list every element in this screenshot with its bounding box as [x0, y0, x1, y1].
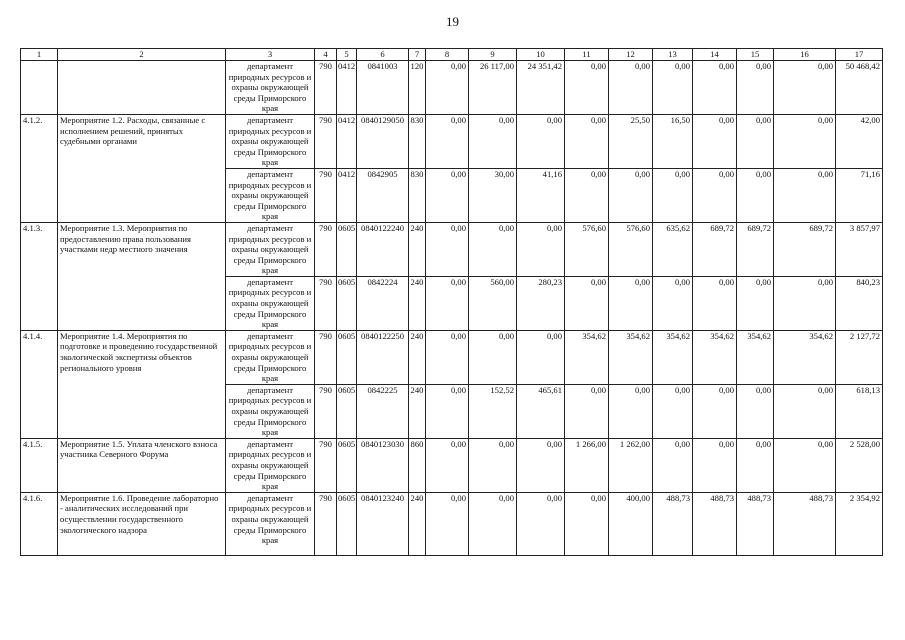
total-cell: 3 857,97	[836, 222, 883, 276]
header-cell: 2	[58, 49, 226, 61]
department-cell: департамент природных ресурсов и охраны окружающей среды Приморского края	[226, 492, 315, 555]
table-row	[21, 222, 883, 276]
value-cell: 354,62	[737, 330, 774, 384]
code-cell: 790	[315, 330, 337, 384]
code-cell: 790	[315, 114, 337, 168]
value-cell: 0,00	[565, 61, 609, 115]
code-cell: 0605	[337, 384, 357, 438]
value-cell: 0,00	[517, 222, 565, 276]
code-cell: 790	[315, 276, 337, 330]
value-cell: 0,00	[565, 114, 609, 168]
header-cell: 12	[609, 49, 653, 61]
header-cell: 4	[315, 49, 337, 61]
table-row	[21, 114, 883, 168]
value-cell: 152,52	[469, 384, 517, 438]
value-cell: 0,00	[426, 168, 469, 222]
value-cell: 0,00	[565, 168, 609, 222]
header-cell: 16	[774, 49, 836, 61]
value-cell: 0,00	[609, 276, 653, 330]
value-cell: 354,62	[565, 330, 609, 384]
code-cell: 0841003	[357, 61, 409, 115]
value-cell: 635,62	[653, 222, 693, 276]
total-cell: 618,13	[836, 384, 883, 438]
value-cell: 0,00	[426, 438, 469, 492]
item-number-cell: 4.1.5.	[21, 438, 58, 492]
item-number-cell: 4.1.3.	[21, 222, 58, 330]
value-cell: 26 117,00	[469, 61, 517, 115]
value-cell: 0,00	[653, 61, 693, 115]
code-cell: 830	[409, 114, 426, 168]
value-cell: 0,00	[653, 384, 693, 438]
total-cell: 42,00	[836, 114, 883, 168]
code-cell: 860	[409, 438, 426, 492]
code-cell: 240	[409, 384, 426, 438]
header-row	[21, 49, 883, 61]
value-cell: 0,00	[565, 492, 609, 555]
value-cell: 0,00	[469, 114, 517, 168]
department-cell: департамент природных ресурсов и охраны окружающей среды Приморского края	[226, 438, 315, 492]
table-row	[21, 330, 883, 384]
value-cell: 1 262,00	[609, 438, 653, 492]
value-cell: 0,00	[426, 276, 469, 330]
header-cell: 14	[693, 49, 737, 61]
value-cell: 354,62	[609, 330, 653, 384]
code-cell: 0412	[337, 61, 357, 115]
value-cell: 280,23	[517, 276, 565, 330]
value-cell: 488,73	[774, 492, 836, 555]
value-cell: 24 351,42	[517, 61, 565, 115]
header-cell: 17	[836, 49, 883, 61]
code-cell: 0840122250	[357, 330, 409, 384]
item-number-cell	[21, 61, 58, 115]
value-cell: 0,00	[774, 438, 836, 492]
value-cell: 0,00	[426, 330, 469, 384]
value-cell: 0,00	[693, 438, 737, 492]
value-cell: 0,00	[609, 384, 653, 438]
value-cell: 0,00	[693, 276, 737, 330]
value-cell: 0,00	[517, 438, 565, 492]
value-cell: 0,00	[426, 384, 469, 438]
value-cell: 0,00	[653, 276, 693, 330]
code-cell: 790	[315, 492, 337, 555]
department-cell: департамент природных ресурсов и охраны окружающей среды Приморского края	[226, 330, 315, 384]
value-cell: 0,00	[609, 61, 653, 115]
value-cell: 0,00	[469, 330, 517, 384]
code-cell: 790	[315, 61, 337, 115]
value-cell: 16,50	[653, 114, 693, 168]
code-cell: 120	[409, 61, 426, 115]
department-cell: департамент природных ресурсов и охраны окружающей среды Приморского края	[226, 61, 315, 115]
budget-table	[20, 48, 883, 556]
value-cell: 0,00	[653, 438, 693, 492]
value-cell: 0,00	[693, 61, 737, 115]
item-title-cell: Мероприятие 1.2. Расходы, связанные с исполнением решений, принятых судебными органами	[58, 114, 226, 222]
total-cell: 50 468,42	[836, 61, 883, 115]
total-cell: 2 528,00	[836, 438, 883, 492]
department-cell: департамент природных ресурсов и охраны окружающей среды Приморского края	[226, 384, 315, 438]
total-cell: 71,16	[836, 168, 883, 222]
code-cell: 0412	[337, 114, 357, 168]
value-cell: 488,73	[737, 492, 774, 555]
header-cell: 5	[337, 49, 357, 61]
value-cell: 689,72	[774, 222, 836, 276]
code-cell: 0840123240	[357, 492, 409, 555]
value-cell: 41,16	[517, 168, 565, 222]
header-cell: 15	[737, 49, 774, 61]
value-cell: 0,00	[565, 276, 609, 330]
code-cell: 0840122240	[357, 222, 409, 276]
code-cell: 240	[409, 330, 426, 384]
value-cell: 0,00	[469, 438, 517, 492]
header-cell: 7	[409, 49, 426, 61]
table-row	[21, 492, 883, 555]
department-cell: департамент природных ресурсов и охраны окружающей среды Приморского края	[226, 276, 315, 330]
value-cell: 0,00	[565, 384, 609, 438]
code-cell: 0605	[337, 492, 357, 555]
code-cell: 0842905	[357, 168, 409, 222]
value-cell: 0,00	[693, 114, 737, 168]
value-cell: 0,00	[737, 61, 774, 115]
header-cell: 6	[357, 49, 409, 61]
header-cell: 11	[565, 49, 609, 61]
item-number-cell: 4.1.2.	[21, 114, 58, 222]
value-cell: 400,00	[609, 492, 653, 555]
table-row	[21, 438, 883, 492]
code-cell: 240	[409, 222, 426, 276]
item-title-cell	[58, 61, 226, 115]
value-cell: 465,61	[517, 384, 565, 438]
value-cell: 1 266,00	[565, 438, 609, 492]
department-cell: департамент природных ресурсов и охраны окружающей среды Приморского края	[226, 222, 315, 276]
code-cell: 240	[409, 492, 426, 555]
code-cell: 790	[315, 438, 337, 492]
value-cell: 0,00	[426, 222, 469, 276]
code-cell: 790	[315, 222, 337, 276]
value-cell: 689,72	[693, 222, 737, 276]
item-title-cell: Мероприятие 1.5. Уплата членского взноса участника Северного Форума	[58, 438, 226, 492]
code-cell: 830	[409, 168, 426, 222]
code-cell: 0840123030	[357, 438, 409, 492]
item-number-cell: 4.1.4.	[21, 330, 58, 438]
code-cell: 0842224	[357, 276, 409, 330]
header-cell: 13	[653, 49, 693, 61]
code-cell: 0840129050	[357, 114, 409, 168]
value-cell: 354,62	[693, 330, 737, 384]
total-cell: 2 127,72	[836, 330, 883, 384]
code-cell: 0605	[337, 330, 357, 384]
value-cell: 0,00	[774, 276, 836, 330]
value-cell: 0,00	[517, 492, 565, 555]
item-title-cell: Мероприятие 1.4. Мероприятия по подготовке и проведению государственной экологической экспертизы объектов регионального уровня	[58, 330, 226, 438]
value-cell: 0,00	[426, 492, 469, 555]
code-cell: 0605	[337, 222, 357, 276]
value-cell: 354,62	[653, 330, 693, 384]
value-cell: 0,00	[517, 114, 565, 168]
value-cell: 0,00	[426, 114, 469, 168]
value-cell: 0,00	[774, 168, 836, 222]
value-cell: 689,72	[737, 222, 774, 276]
value-cell: 488,73	[653, 492, 693, 555]
value-cell: 0,00	[653, 168, 693, 222]
value-cell: 354,62	[774, 330, 836, 384]
table-row	[21, 61, 883, 115]
value-cell: 0,00	[609, 168, 653, 222]
value-cell: 0,00	[774, 61, 836, 115]
page-number: 19	[446, 14, 459, 29]
department-cell: департамент природных ресурсов и охраны окружающей среды Приморского края	[226, 114, 315, 168]
item-number-cell: 4.1.6.	[21, 492, 58, 555]
value-cell: 488,73	[693, 492, 737, 555]
code-cell: 0605	[337, 438, 357, 492]
value-cell: 576,60	[609, 222, 653, 276]
value-cell: 0,00	[517, 330, 565, 384]
header-cell: 1	[21, 49, 58, 61]
header-cell: 3	[226, 49, 315, 61]
value-cell: 0,00	[737, 114, 774, 168]
value-cell: 0,00	[774, 384, 836, 438]
value-cell: 0,00	[469, 222, 517, 276]
code-cell: 0605	[337, 276, 357, 330]
department-cell: департамент природных ресурсов и охраны окружающей среды Приморского края	[226, 168, 315, 222]
total-cell: 840,23	[836, 276, 883, 330]
value-cell: 0,00	[469, 492, 517, 555]
value-cell: 0,00	[737, 276, 774, 330]
header-cell: 8	[426, 49, 469, 61]
code-cell: 0412	[337, 168, 357, 222]
code-cell: 240	[409, 276, 426, 330]
value-cell: 560,00	[469, 276, 517, 330]
code-cell: 0842225	[357, 384, 409, 438]
item-title-cell: Мероприятие 1.6. Проведение лабораторно - аналитических исследований при осуществлении государственного экологического надзора	[58, 492, 226, 555]
code-cell: 790	[315, 168, 337, 222]
value-cell: 25,50	[609, 114, 653, 168]
code-cell: 790	[315, 384, 337, 438]
header-cell: 10	[517, 49, 565, 61]
value-cell: 0,00	[737, 438, 774, 492]
value-cell: 0,00	[737, 384, 774, 438]
value-cell: 576,60	[565, 222, 609, 276]
header-cell: 9	[469, 49, 517, 61]
value-cell: 0,00	[693, 168, 737, 222]
value-cell: 30,00	[469, 168, 517, 222]
value-cell: 0,00	[774, 114, 836, 168]
total-cell: 2 354,92	[836, 492, 883, 555]
item-title-cell: Мероприятие 1.3. Мероприятия по предоставлению права пользования участками недр местного значения	[58, 222, 226, 330]
value-cell: 0,00	[426, 61, 469, 115]
value-cell: 0,00	[737, 168, 774, 222]
value-cell: 0,00	[693, 384, 737, 438]
